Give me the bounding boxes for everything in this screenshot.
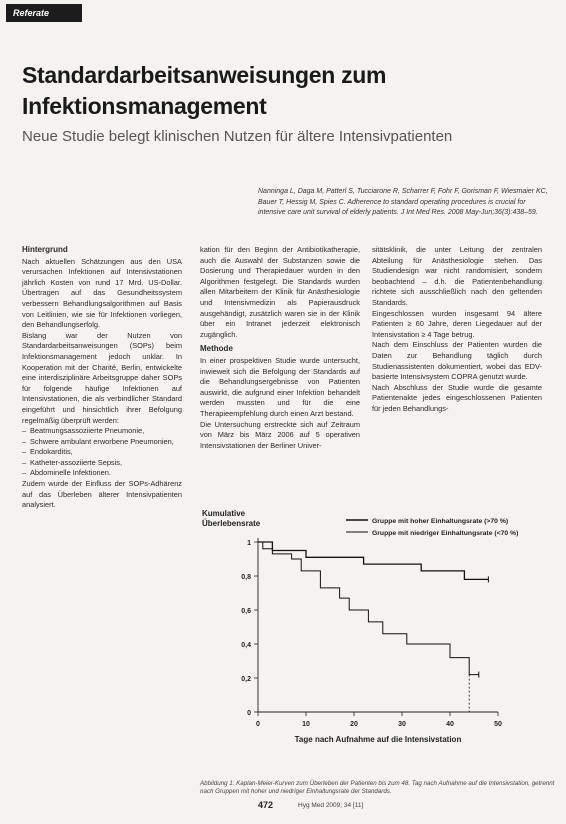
- paragraph: Bislang war der Nutzen von Standardarbeitsanweisungen (SOPs) beim Infektionsmanagement jedoch unklar. In Kooperation mit der Charité, Berlin, entwickelte eine interdisziplinäre Arbeitsgruppe daher SOPs für folgende häufige Infektionen auf Intensivstationen, die als verbindlicher Standard eingeführt und hinsichtlich ihrer Befolgung regelmäßig überprüft werden:: [22, 330, 182, 425]
- paragraph: Eingeschlossen wurden insgesamt 94 ältere Patienten ≥ 60 Jahre, deren Liegedauer auf der Intensivstation ≥ 4 Tage betrug.: [372, 308, 542, 339]
- paragraph: Nach Abschluss der Studie wurde die gesamte Patientenakte jedes eingeschlossenen Patienten für jeden Behandlungs-: [372, 382, 542, 413]
- x-tick-label: 0: [256, 721, 260, 728]
- y-tick-label: 0,4: [241, 642, 251, 649]
- list-item: – Beatmungsassoziierte Pneumonie,: [30, 426, 182, 437]
- survival-curve-high-adherence: [258, 542, 488, 579]
- heading-hintergrund: Hintergrund: [22, 245, 68, 254]
- infection-list: [22, 426, 182, 479]
- figure-caption: Abbildung 1: Kaplan-Meier-Kurven zum Überleben der Patienten bis zum 48. Tag nach Aufnahme auf die Intensivstation, getrennt nach Gruppen mit hoher und niedriger Einhaltungsrate der Standards.: [200, 780, 555, 795]
- paragraph: Die Untersuchung erstreckte sich auf Zeitraum von März bis März 2006 auf 5 operativen Intensivstationen der Berliner Univer-: [200, 419, 360, 450]
- x-tick-label: 20: [350, 721, 358, 728]
- list-item: – Abdominelle Infektionen.: [30, 468, 182, 479]
- survival-chart: [196, 500, 556, 778]
- y-tick-label: 0: [247, 710, 251, 717]
- x-tick-label: 10: [302, 721, 310, 728]
- paragraph: Nach aktuellen Schätzungen aus den USA verursachen Infektionen auf Intensivstationen jährlich Kosten von rund 17 Mrd. US-Dollar. Übertragen auf das Gesundheitssystem verbessern Behandlungsalgorithmen auf Basis von Leitlinien, wie sie für Infektionen vorliegen, den Behandlungserfolg.: [22, 256, 182, 330]
- y-tick-label: 0,2: [241, 676, 251, 683]
- paragraph: In einer prospektiven Studie wurde untersucht, inwieweit sich die Befolgung der Standards auf die Behandlungsergebnisse von Patienten auswirkt, die aufgrund einer Infektion behandelt werden mussten und für die eine Therapieempfehlung durch einen Arzt bestand.: [200, 355, 360, 418]
- paragraph: sitätsklinik, die unter Leitung der zentralen Abteilung für Anästhesiologie stehen. Das Studiendesign war nicht randomisiert, sondern beobachtend – d.h. die Patientenbehandlung richtete sich ausschließlich nach den geltenden Standards.: [372, 245, 542, 307]
- x-tick-label: 40: [446, 721, 454, 728]
- y-tick-label: 1: [247, 540, 251, 547]
- list-item: – Endokarditis,: [30, 447, 182, 458]
- article-title: Standardarbeitsanweisungen zum Infektionsmanagement: [22, 62, 387, 119]
- section-tag: Referate: [6, 4, 82, 22]
- x-axis-label: Tage nach Aufnahme auf die Intensivstation: [294, 735, 462, 744]
- list-item: – Katheter-assoziierte Sepsis,: [30, 458, 182, 469]
- paragraph: Zudem wurde der Einfluss der SOPs-Adhärenz auf das Überleben älterer Intensivpatienten analysiert.: [22, 479, 182, 510]
- article-subtitle: Neue Studie belegt klinischen Nutzen für ältere Intensivpatienten: [22, 128, 453, 145]
- paragraph: Nach dem Einschluss der Patienten wurden die Daten zur Behandlung täglich durch Studienassistenten dokumentiert, wobei das EDV-basierte Intensivsystem COPRA genutzt wurde.: [372, 340, 542, 382]
- survival-curve-low-adherence: [258, 542, 479, 675]
- page-number: 472: [258, 800, 274, 810]
- text-column-1: [22, 245, 182, 511]
- x-tick-label: 30: [398, 721, 406, 728]
- y-axis-label-line-1: Kumulative: [202, 509, 246, 518]
- article-citation: Nanninga L, Daga M, Patterl S, Tucciarone R, Scharrer F, Fohr F, Gorisman F, Wiesmaier KC, Bauer T, Hessig M, Spies C. Adherence to standard operating procedures is crucial for intensive care unit survival of elderly patients. J Int Med Res. 2008 May-Jun;36(3):438–59.: [258, 188, 548, 216]
- x-tick-label: 50: [494, 721, 502, 728]
- legend-label: Gruppe mit niedriger Einhaltungsrate (<70 %): [372, 530, 519, 537]
- y-axis-label-line-2: Überlebensrate: [202, 519, 261, 528]
- y-tick-label: 0,8: [241, 574, 251, 581]
- list-item: – Schwere ambulant erworbene Pneumonien,: [30, 437, 182, 448]
- legend-label: Gruppe mit hoher Einhaltungsrate (>70 %): [372, 518, 509, 525]
- journal-reference: Hyg Med 2009; 34 [11]: [298, 802, 364, 809]
- paragraph: kation für den Beginn der Antibiotikatherapie, auch die Auswahl der Substanzen sowie die Dosierung und Therapiedauer wurden in den Algorithmen festgelegt. Die Standards wurden allen Mitarbeitern der Klinik für Anästhesiologie und Intensivmedizin als Papierausdruck ausgehändigt, zusätzlich waren sie in der Klinik über ein Intranet jederzeit elektronisch zugänglich.: [200, 245, 360, 339]
- heading-methode: Methode: [200, 344, 233, 354]
- text-column-2: [200, 245, 360, 451]
- text-column-3: [372, 245, 542, 415]
- y-tick-label: 0,6: [241, 608, 251, 615]
